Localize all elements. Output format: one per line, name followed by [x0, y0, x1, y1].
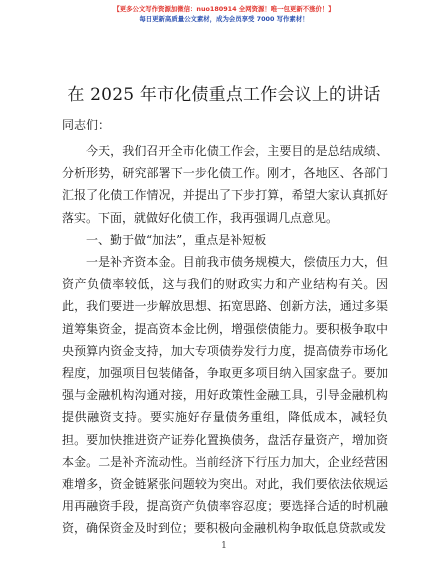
salutation: 同志们：	[62, 118, 111, 132]
body-paragraph-intro: 今天，我们召开全市化债工作会，主要目的是总结成绩、分析形势，研究部署下一步化债工作。刚才，各地区、各部门汇报了化债工作情况，并提出了下步打算，希望大家认真抓好落实。下面，就做好化债工作，我再强调几点意见。	[62, 144, 388, 225]
promo-banner-line-1: 【更多公文写作资源加微信：nuo180914 全网资源！唯一包更新不涨价！】	[113, 5, 335, 13]
section-heading: 一、勤于做“加法”，重点是补短板	[86, 232, 267, 247]
promo-banner-line-2: 每日更新高质量公文素材，成为会员享受 7000 写作素材！	[139, 15, 309, 23]
document-body	[62, 140, 388, 540]
document-title: 在 2025 年市化债重点工作会议上的讲话	[67, 85, 381, 105]
body-paragraph: 一是补齐资本金。目前我市债务规模大，偿债压力大，但资产负债率较低，这与我们的财政实力和产业结构有关。因此，我们要进一步解放思想、拓宽思路、创新方法，通过多渠道筹集资金，提高资本金比例，增强偿债能力。要积极争取中央预算内资金支持，加大专项债券发行力度，提高债券市场化程度，加强项目包装储备，争取更多项目纳入国家盘子。要加强与金融机构沟通对接，用好政策性金融工具，引导金融机构提供融资支持。要实施好存量债务重组，降低成本，减轻负担。要加快推进资产证券化置换债务，盘活存量资产，增加资本金。二是补齐流动性。当前经济下行压力加大，企业经营困难增多，资金链紧张问题较为突出。对此，我们要依法依规运用再融资手段，提高资产负债率容忍度；要选择合适的时机融资，确保资金及时到位；要积极向金融机构争取低息贷款或发	[62, 255, 388, 536]
promo-banner	[0, 4, 448, 24]
page-number: 1	[221, 541, 227, 551]
